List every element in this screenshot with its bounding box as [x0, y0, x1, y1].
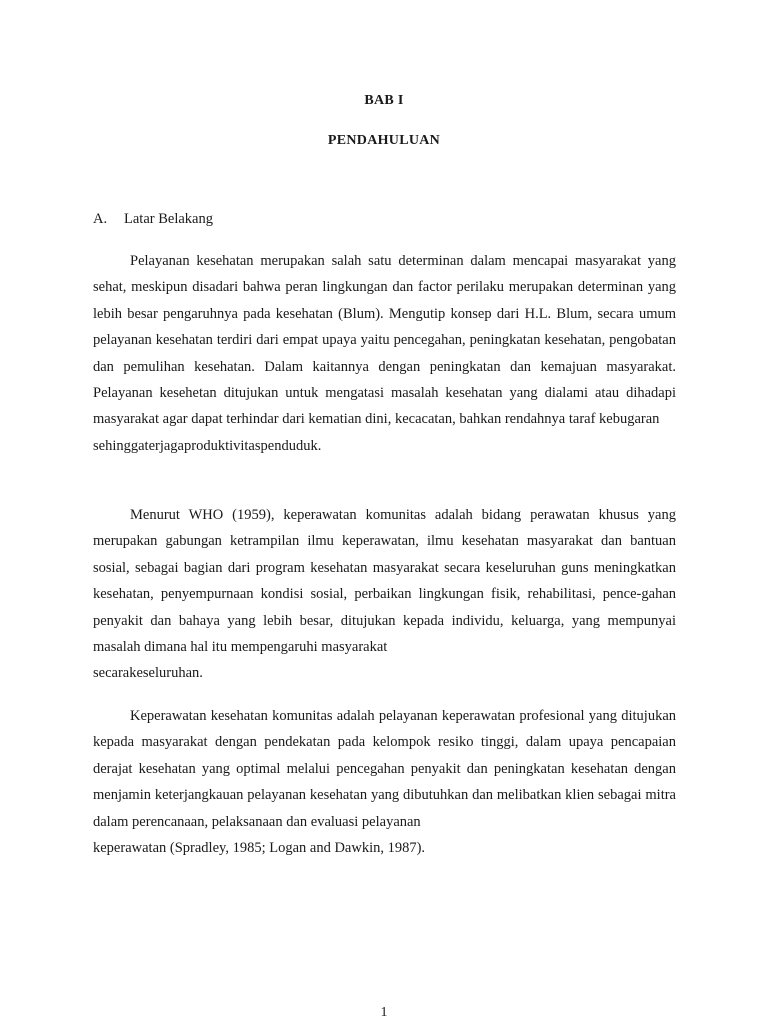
paragraph-1-text: Pelayanan kesehatan merupakan salah satu determinan dalam mencapai masyarakat yang sehat, meskipun disadari bahwa peran lingkungan dan factor perilaku merupakan determinan yang lebih besar pengaruhnya pada kesehatan (Blum). Mengutip konsep dari H.L. Blum, secara umum pelayanan kesehatan terdiri dari empat upaya yaitu pencegahan, peningkatan kesehatan, pengobatan dan pemulihan kesehatan. Dalam kaitannya dengan peningkatan dan kemajuan masyarakat. Pelayanan kesehetan ditujukan untuk mengatasi masalah kesehatan yang dialami atau dihadapi masyarakat agar dapat terhindar dari kematian dini, kecacatan, bahkan rendahnya taraf kebugaran: [93, 253, 676, 428]
paragraph-2-tail: secarakeseluruhan.: [93, 665, 203, 682]
paragraph-3: [93, 703, 676, 861]
paragraph-2: [93, 502, 676, 687]
paragraph-3-text: Keperawatan kesehatan komunitas adalah pelayanan keperawatan profesional yang ditujukan kepada masyarakat dengan pendekatan pada kelompok resiko tinggi, dalam upaya pencapaian derajat kesehatan yang optimal melalui pencegahan penyakit dan peningkatan kesehatan dengan menjamin keterjangkauan pelayanan kesehatan yang dibutuhkan dan melibatkan klien sebagai mitra dalam perencanaan, pelaksanaan dan evaluasi pelayanan: [93, 708, 676, 830]
section-number: A.: [93, 211, 108, 227]
chapter-title: PENDAHULUAN: [327, 133, 441, 148]
paragraph-2-text: Menurut WHO (1959), keperawatan komunitas adalah bidang perawatan khusus yang merupakan gabungan ketrampilan ilmu keperawatan, ilmu kesehatan masyarakat dan bantuan sosial, sebagai bagian dari program kesehatan masyarakat secara keseluruhan guns meningkatkan kesehatan, penyempurnaan kondisi sosial, perbaikan lingkungan fisik, rehabilitasi, pence-gahan penyakit dan bahaya yang lebih besar, ditujukan kepada individu, keluarga, yang mempunyai masalah dimana hal itu mempengaruhi masyarakat: [93, 507, 676, 656]
page-number: 1: [380, 1005, 388, 1020]
paragraph-3-tail: keperawatan (Spradley, 1985; Logan and Dawkin, 1987).: [93, 840, 426, 857]
section-heading: [93, 211, 213, 228]
chapter-heading: BAB I: [364, 93, 404, 108]
paragraph-1-tail: sehinggaterjagaproduktivitaspenduduk.: [93, 437, 322, 454]
section-title: Latar Belakang: [124, 211, 213, 227]
paragraph-1: [93, 248, 676, 459]
